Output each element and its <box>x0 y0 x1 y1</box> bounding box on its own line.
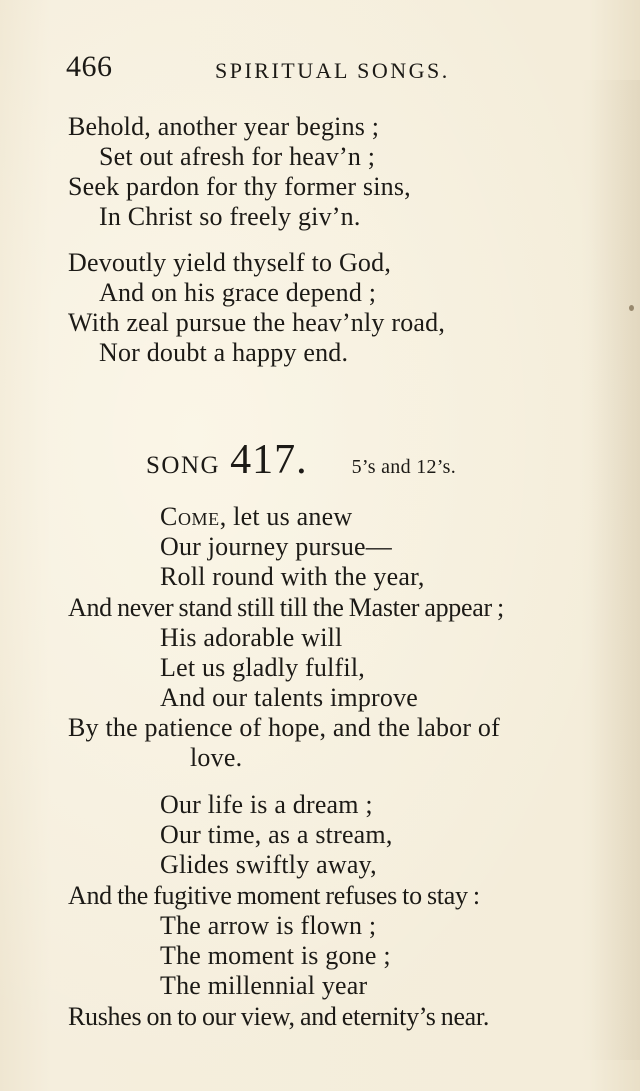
verse-line: With zeal pursue the heav’nly road, <box>68 308 446 337</box>
verse-line <box>160 502 352 532</box>
song-heading <box>146 436 456 484</box>
verse-line: And our talents improve <box>160 683 419 712</box>
verse-line: And on his grace depend ; <box>99 278 377 307</box>
page-edge-shading <box>580 80 640 1060</box>
verse-line: His adorable will <box>160 623 343 652</box>
verse-line-rest: , let us anew <box>219 502 353 531</box>
ink-speck <box>629 305 634 311</box>
verse-line: Devoutly yield thyself to God, <box>68 248 392 277</box>
verse-line: By the patience of hope, and the labor of <box>68 713 500 742</box>
song-meter: 5’s and 12’s. <box>351 456 457 478</box>
verse-line: The millennial year <box>160 971 368 1000</box>
running-title: SPIRITUAL SONGS. <box>215 58 450 83</box>
verse-line: Glides swiftly away, <box>160 850 377 879</box>
verse-line: In Christ so freely giv’n. <box>99 202 361 231</box>
verse-line: Our time, as a stream, <box>160 820 393 849</box>
verse-line: Our journey pursue— <box>160 532 392 561</box>
verse-line: Set out afresh for heav’n ; <box>99 142 376 171</box>
verse-line: Behold, another year begins ; <box>68 112 380 141</box>
verse-line: Roll round with the year, <box>160 562 425 591</box>
verse-line: Let us gladly fulfil, <box>160 653 365 682</box>
verse-line: And the fugitive moment refuses to stay : <box>68 881 480 910</box>
song-number: 417. <box>230 437 308 483</box>
verse-line: love. <box>190 743 243 772</box>
song-label: SONG <box>146 452 221 479</box>
verse-line: Nor doubt a happy end. <box>99 338 349 367</box>
verse-line: And never stand still till the Master appear ; <box>68 593 504 622</box>
verse-line: Our life is a dream ; <box>160 790 373 819</box>
verse-line: The arrow is flown ; <box>160 911 377 940</box>
page-number: 466 <box>66 50 113 83</box>
verse-line: Seek pardon for thy former sins, <box>68 172 411 201</box>
verse-line: Rushes on to our view, and eternity’s near. <box>68 1002 490 1031</box>
verse-line: The moment is gone ; <box>160 941 391 970</box>
first-word-small-caps: Come <box>160 502 220 531</box>
